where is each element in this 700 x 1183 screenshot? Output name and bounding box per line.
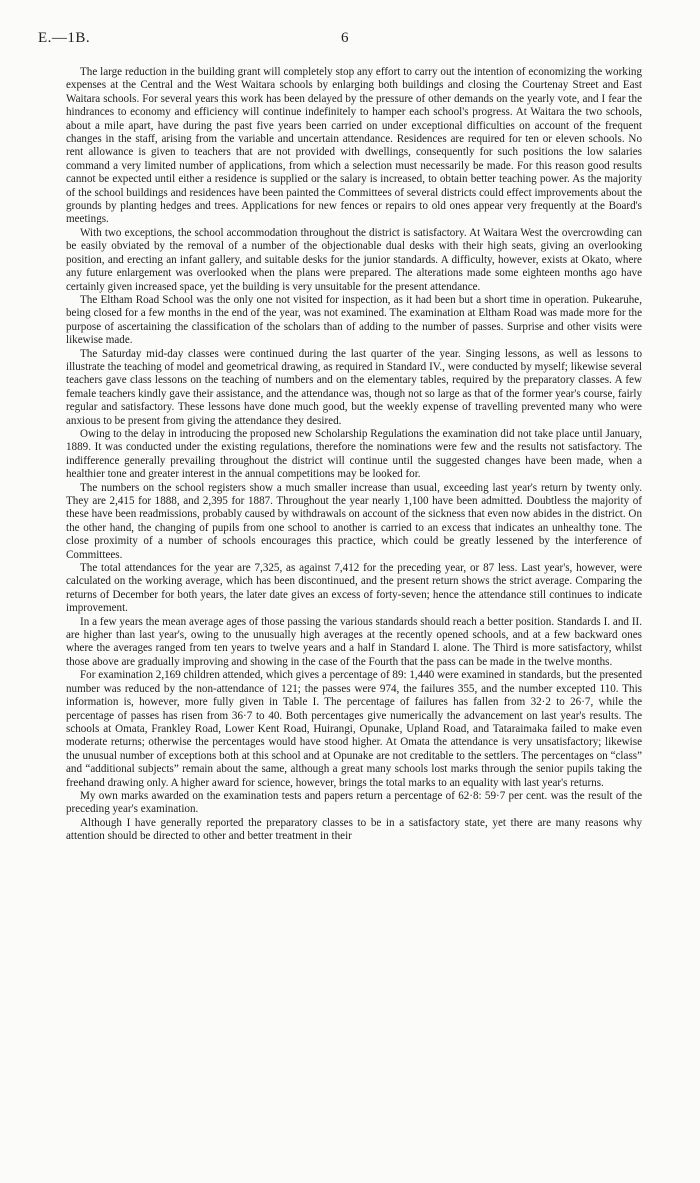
paragraph: For examination 2,169 children attended, which gives a percentage of 89: 1,440 were examined in standards, but the presented number was reduced by the non-attendance of 121; the passes were 974, the failures 355, and the number excepted 110. This information is, however, more fully given in Table I. The percentage of failures has fallen from 32·2 to 26·7, while the percentage of passes has risen from 36·7 to 40. Both percentages give numerically the advancement on last year's results. The schools at Omata, Frankley Road, Lower Kent Road, Huirangi, Opunake, Upland Road, and Tataraimaka failed to make even moderate returns; otherwise the percentages would have stood higher. At Omata the attendance is very unsatisfactory; likewise the unusual number of exceptions both at this school and at Opunake are not creditable to the settlers. The percentages on “class” and “additional subjects” remain about the same, although a great many schools lost marks through the senior pupils taking the freehand drawing only. A higher award for science, however, brings the total marks to an equality with last year's returns. (66, 669, 642, 789)
page-number: 6 (341, 30, 349, 46)
paragraph: Although I have generally reported the preparatory classes to be in a satisfactory state, yet there are many reasons why attention should be directed to other and better treatment in their (66, 816, 642, 843)
paragraph: With two exceptions, the school accommodation throughout the district is satisfactory. At Waitara West the overcrowding can be easily obviated by the removal of a number of the objectionable dual desks with their high seats, giving an overlooking position, and erecting an infant gallery, and suitable desks for the junior standards. A difficulty, however, exists at Okato, where any future enlargement was overlooked when the plans were prepared. The alterations made some eighteen months ago have certainly given increased space, yet the building is very unsuitable for the present attendance. (66, 226, 642, 293)
paragraph: My own marks awarded on the examination tests and papers return a percentage of 62·8: 59·7 per cent. was the result of the preceding year's examination. (66, 789, 642, 816)
paragraph: The large reduction in the building grant will completely stop any effort to carry out the intention of economizing the working expenses at the Central and the West Waitara schools by enlarging both buildings and closing the Courtenay Street and East Waitara schools. For several years this work has been delayed by the pressure of other demands on the yearly vote, and I fear the hindrances to economy and efficiency will continue indefinitely to hamper each school's progress. At Waitara the two schools, about a mile apart, have during the past five years been carried on under exceptional difficulties on account of the frequent changes in the staff, arising from the variable and uncertain attendance. Residences are required for ten or eleven schools. No rent allowance is given to teachers that are not provided with dwellings, consequently for such positions the low salaries command a very limited number of applications, from which a selection must necessarily be made. For this reason good results cannot be expected until either a residence is supplied or the salary is increased, to obtain better teaching power. As the majority of the school buildings and residences have been painted the Committees of several districts could effect improvements about the grounds by planting hedges and trees. Applications for new fences or repairs to old ones appear very frequently at the Board's meetings. (66, 66, 642, 226)
page-header (38, 30, 642, 56)
document-reference: E.—1B. (38, 30, 91, 46)
paragraph: Owing to the delay in introducing the proposed new Scholarship Regulations the examination did not take place until January, 1889. It was conducted under the existing regulations, therefore the nominations were few and the results not satisfactory. The indifference generally prevailing throughout the district will continue until the suggested changes have been made, when a healthier tone and greater interest in the annual competitions may be looked for. (66, 427, 642, 481)
paragraph: The total attendances for the year are 7,325, as against 7,412 for the preceding year, or 87 less. Last year's, however, were calculated on the working average, which has been discontinued, and the present return shows the strict average. Comparing the returns of December for both years, the later date gives an excess of forty-seven; hence the attendance still continues to indicate improvement. (66, 562, 642, 615)
paragraph: The numbers on the school registers show a much smaller increase than usual, exceeding last year's return by twenty only. They are 2,415 for 1888, and 2,395 for 1887. Throughout the year nearly 1,100 have been admitted. Doubtless the majority of these have been readmissions, probably caused by withdrawals on account of the sickness that even now abides in the district. On the other hand, the changing of pupils from one school to another is carried to an excess that indicates an unhealthy tone. The close proximity of a number of schools encourages this practice, which could be greatly lessened by the interference of Committees. (66, 481, 642, 561)
paragraph: In a few years the mean average ages of those passing the various standards should reach a better position. Standards I. and II. are higher than last year's, owing to the unusually high averages at the recently opened schools, and at a few backward ones where the averages ranged from ten years to twelve years and a half in Standard I. alone. The Third is more satisfactory, whilst those above are gradually improving and showing in the case of the Fourth that the pass can be made in the twelve months. (66, 615, 642, 668)
paragraph: The Saturday mid-day classes were continued during the last quarter of the year. Singing lessons, as well as lessons to illustrate the teaching of model and geometrical drawing, as required in Standard IV., were conducted by myself; likewise several teachers gave class lessons on the teaching of numbers and on the elementary tables, required by the preparatory classes. A few female teachers kindly gave their assistance, and the attendance was, though not so large as that of the former year's course, fairly regular and satisfactory. These lessons have done much good, but the weekly expense of travelling prevented many who were anxious to be present from giving the attendance they desired. (66, 347, 642, 427)
document-body (66, 66, 642, 844)
paragraph: The Eltham Road School was the only one not visited for inspection, as it had been but a short time in operation. Pukearuhe, being closed for a few months in the end of the year, was not examined. The examination at Eltham Road was made more for the purpose of ascertaining the classification of the scholars than of adding to the number of passes. Surprise and other visits were likewise made. (66, 293, 642, 347)
